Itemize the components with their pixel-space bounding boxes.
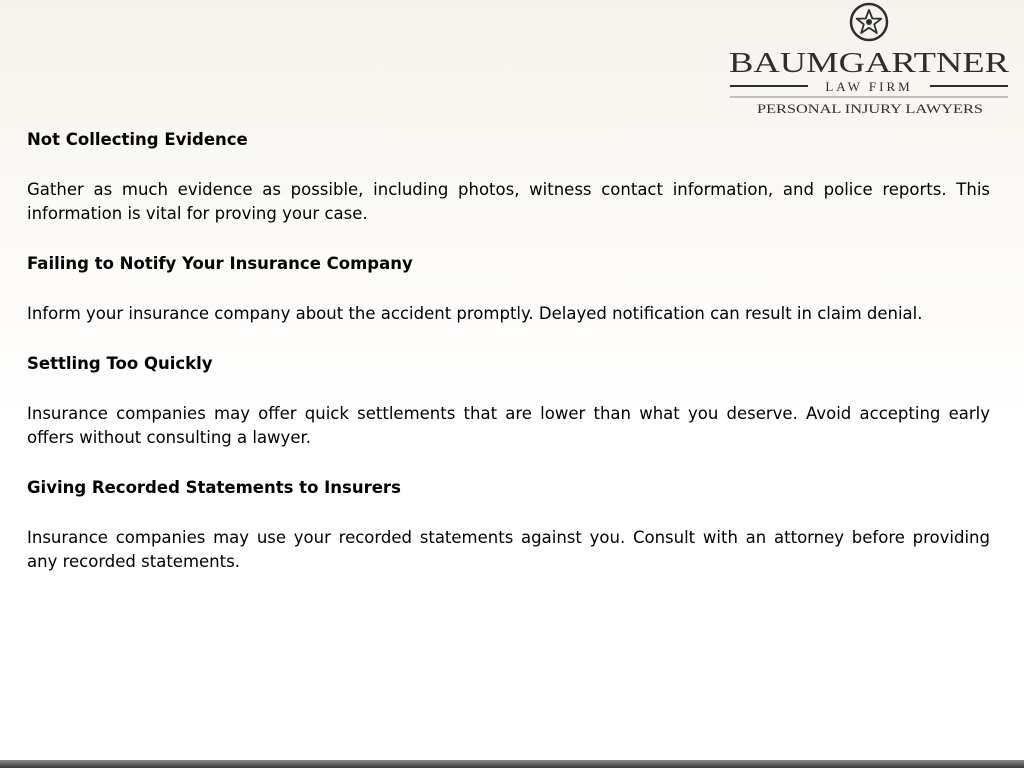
bottom-divider-bar xyxy=(0,760,1024,768)
section-heading: Failing to Notify Your Insurance Company xyxy=(27,254,413,273)
section-body: Insurance companies may offer quick settlements that are lower than what you deserve. Avoid accepting early offers without consulting a lawyer. xyxy=(27,404,990,447)
section-heading: Settling Too Quickly xyxy=(27,354,213,373)
star-emblem-icon xyxy=(851,4,887,40)
article-content xyxy=(27,128,990,600)
section-body: Insurance companies may use your recorded statements against you. Consult with an attorney before providing any recorded statements. xyxy=(27,528,990,571)
section-heading: Giving Recorded Statements to Insurers xyxy=(27,478,401,497)
section-heading: Not Collecting Evidence xyxy=(27,130,248,149)
section-body: Gather as much evidence as possible, including photos, witness contact information, and police reports. This information is vital for proving your case. xyxy=(27,180,990,223)
logo-graphic xyxy=(724,0,1014,122)
law-firm-logo xyxy=(724,0,1014,122)
logo-tagline: PERSONAL INJURY LAWYERS xyxy=(757,101,983,116)
section-body: Inform your insurance company about the accident promptly. Delayed notification can result in claim denial. xyxy=(27,304,923,323)
logo-firm-name: BAUMGARTNER xyxy=(729,47,1010,79)
logo-sub-title: LAW FIRM xyxy=(825,79,913,94)
